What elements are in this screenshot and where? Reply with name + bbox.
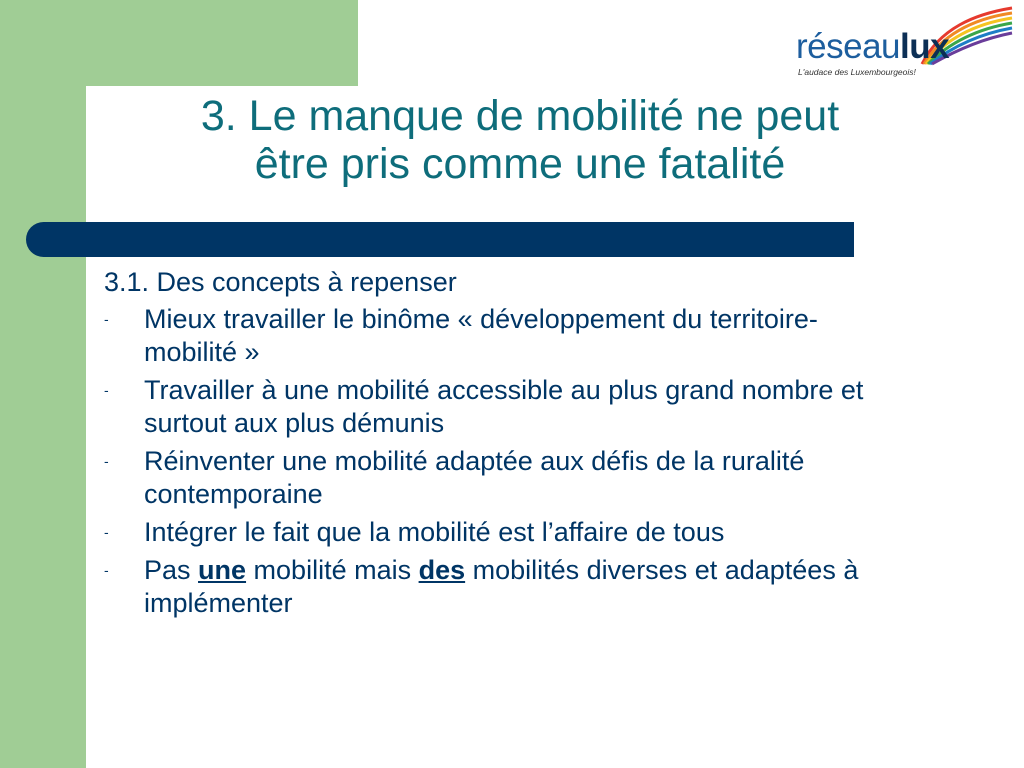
bullet-marker: -	[104, 311, 109, 327]
bullet-text-part-1: Pas	[144, 555, 199, 585]
slide-title-line-1: 3. Le manque de mobilité ne peut	[200, 92, 840, 140]
bullet-marker: -	[104, 524, 109, 540]
section-heading: 3.1. Des concepts à repenser	[104, 267, 457, 297]
bullet-item	[104, 374, 904, 440]
bullet-list	[104, 303, 904, 620]
logo-wordmark-part1: réseau	[796, 27, 901, 66]
top-green-band	[86, 0, 358, 86]
title-divider-bar	[26, 222, 854, 257]
logo-wordmark	[796, 28, 949, 66]
bullet-emphasis-des: des	[418, 555, 466, 585]
bullet-marker: -	[104, 453, 109, 469]
bullet-item	[104, 445, 904, 511]
bullet-item	[104, 554, 904, 620]
bullet-text: Intégrer le fait que la mobilité est l’affaire de tous	[144, 517, 725, 547]
logo-wordmark-part2: lux	[900, 27, 950, 66]
slide-title	[100, 92, 940, 188]
logo-tagline: L'audace des Luxembourgeois!	[798, 67, 916, 77]
slide-title-line-2: être pris comme une fatalité	[254, 140, 786, 188]
bullet-text: Travailler à une mobilité accessible au plus grand nombre et surtout aux plus démunis	[144, 375, 864, 438]
bullet-text-part-3: mobilités diverses et adaptées à implémenter	[144, 555, 859, 618]
bullet-text-part-2: mobilité mais	[246, 555, 419, 585]
reseaulux-logo	[790, 6, 1014, 86]
bullet-marker: -	[104, 562, 109, 578]
bullet-marker: -	[104, 382, 109, 398]
bullet-text: Mieux travailler le binôme « développement du territoire- mobilité »	[144, 304, 818, 367]
bullet-item	[104, 516, 904, 549]
bullet-item	[104, 303, 904, 369]
bullet-text: Réinventer une mobilité adaptée aux défis de la ruralité contemporaine	[144, 446, 805, 509]
left-green-band	[0, 0, 86, 768]
slide-content	[104, 266, 904, 625]
bullet-emphasis-une: une	[198, 555, 247, 585]
